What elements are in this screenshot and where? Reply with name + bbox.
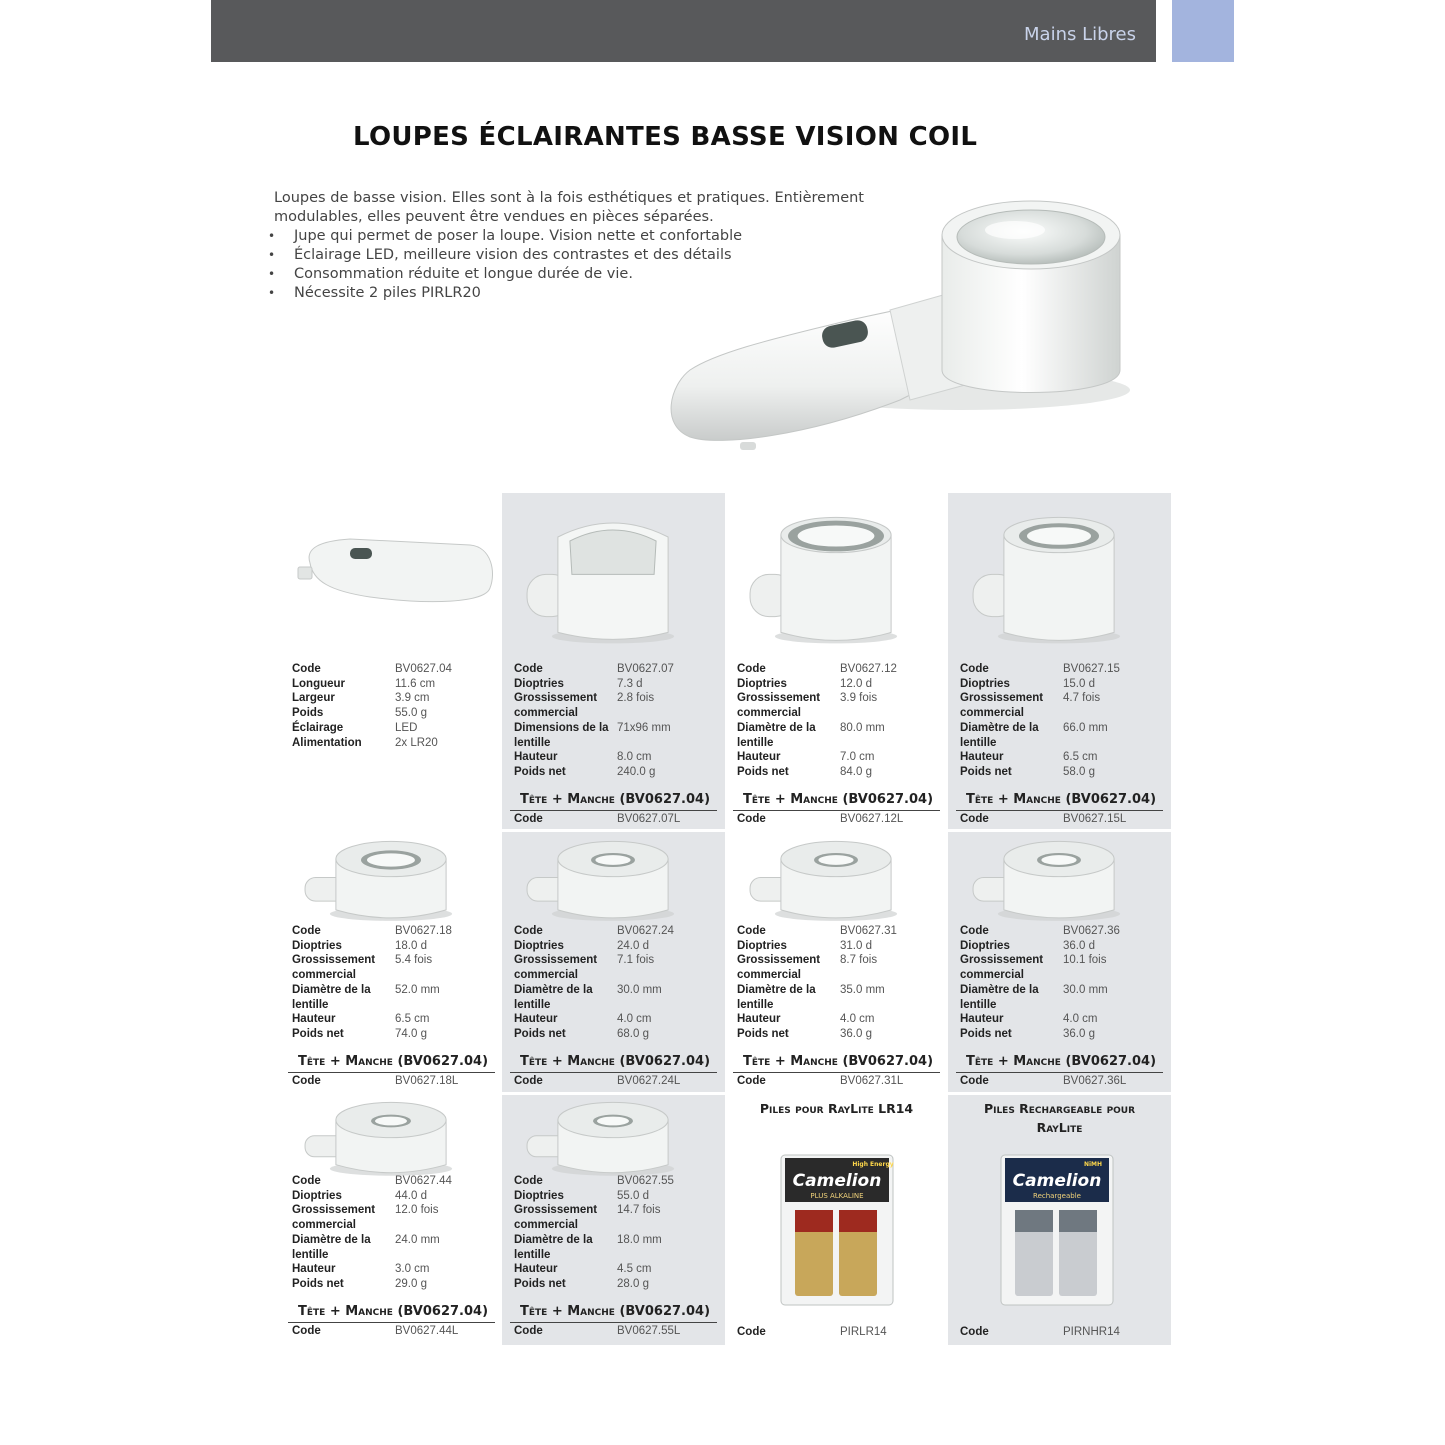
feature-item: • Jupe qui permet de poser la loupe. Vision nette et confortable	[268, 228, 743, 244]
magnifier-head-image	[948, 493, 1171, 663]
spec-label: Poids net	[514, 1027, 566, 1040]
combo-code-value: BV0627.15L	[1063, 812, 1127, 825]
spec-label: Grossissement	[960, 692, 1044, 705]
spec-label: commercial	[960, 969, 1024, 982]
spec-label: Code	[514, 663, 543, 675]
combo-code-value: BV0627.44L	[395, 1324, 459, 1337]
combo-code-label: Code	[514, 812, 543, 825]
combo-divider	[733, 810, 940, 811]
battery-code-label: Code	[960, 1326, 989, 1338]
spec-value: 5.4 fois	[395, 954, 433, 967]
battery-code-label: Code	[737, 1326, 766, 1338]
spec-value: 24.0 d	[617, 939, 649, 952]
spec-label: commercial	[514, 707, 578, 720]
spec-label: Code	[737, 663, 766, 675]
spec-value: 36.0 d	[1063, 939, 1095, 952]
combo-code-value: BV0627.12L	[840, 812, 904, 825]
combo-title: Tête + Manche (BV0627.04)	[742, 791, 934, 807]
combo-divider	[288, 1322, 495, 1323]
spec-value: 30.0 mm	[1063, 983, 1108, 996]
spec-value: 4.0 cm	[840, 1013, 875, 1026]
spec-label: Dioptries	[960, 939, 1010, 952]
hero-magnifier-image	[650, 185, 1140, 465]
spec-label: Diamètre de la	[292, 1233, 371, 1246]
combo-code-label: Code	[514, 1074, 543, 1087]
combo-title: Tête + Manche (BV0627.04)	[519, 1303, 711, 1319]
spec-label: Code	[514, 925, 543, 937]
battery-code-value: PIRNHR14	[1063, 1326, 1120, 1338]
spec-label: commercial	[514, 969, 578, 982]
spec-label: Éclairage	[292, 721, 344, 734]
spec-label: lentille	[292, 998, 329, 1011]
combo-code-value: BV0627.07L	[617, 812, 681, 825]
spec-label: Poids net	[514, 765, 566, 778]
spec-label: commercial	[960, 707, 1024, 720]
spec-label: commercial	[292, 969, 356, 982]
spec-label: Grossissement	[514, 1204, 598, 1217]
combo-code-value: BV0627.24L	[617, 1074, 681, 1087]
spec-value: 52.0 mm	[395, 983, 440, 996]
spec-label: Code	[292, 663, 321, 675]
combo-code-label: Code	[292, 1074, 321, 1087]
spec-label: Diamètre de la	[292, 983, 371, 996]
spec-value: 35.0 mm	[840, 983, 885, 996]
spec-label: commercial	[737, 707, 801, 720]
spec-label: lentille	[960, 736, 997, 749]
spec-label: Code	[292, 1175, 321, 1187]
battery-title-line: Piles pour RayLite LR14	[759, 1101, 914, 1116]
combo-divider	[510, 1322, 717, 1323]
spec-value: 6.5 cm	[1063, 751, 1098, 764]
spec-label: Hauteur	[960, 751, 1004, 764]
spec-value: 4.5 cm	[617, 1263, 652, 1276]
spec-value: 80.0 mm	[840, 721, 885, 734]
spec-value: 7.1 fois	[617, 954, 655, 967]
spec-label: Hauteur	[514, 751, 558, 764]
spec-label: Grossissement	[737, 692, 821, 705]
battery-title	[725, 1099, 948, 1118]
spec-label: lentille	[960, 998, 997, 1011]
spec-value: 4.0 cm	[617, 1013, 652, 1026]
battery-pack-image	[993, 1152, 1121, 1308]
spec-label: Diamètre de la	[960, 721, 1039, 734]
spec-label: Dioptries	[292, 939, 342, 952]
combo-title: Tête + Manche (BV0627.04)	[297, 1053, 489, 1069]
spec-label: Grossissement	[514, 692, 598, 705]
battery-cell	[725, 1095, 948, 1345]
combo-code-value: BV0627.18L	[395, 1074, 459, 1087]
spec-value: 31.0 d	[840, 939, 872, 952]
magnifier-head-image	[725, 832, 948, 927]
spec-value: 55.0 g	[395, 707, 427, 720]
combo-code-label: Code	[292, 1324, 321, 1337]
magnifier-head-image	[502, 1095, 725, 1180]
spec-label: Poids net	[960, 765, 1012, 778]
spec-value: 2x LR20	[395, 736, 438, 749]
spec-value: 3.9 cm	[395, 692, 430, 705]
combo-divider	[733, 1072, 940, 1073]
spec-label: Hauteur	[514, 1263, 558, 1276]
spec-value: 18.0 mm	[617, 1233, 662, 1246]
spec-value: 15.0 d	[1063, 677, 1095, 690]
spec-value: BV0627.55	[617, 1175, 674, 1187]
combo-divider	[510, 810, 717, 811]
spec-value: 28.0 g	[617, 1277, 649, 1290]
combo-divider	[956, 1072, 1163, 1073]
spec-label: Code	[292, 925, 321, 937]
spec-value: 74.0 g	[395, 1027, 427, 1040]
battery-subtitle: Rechargeable	[1033, 1192, 1081, 1200]
spec-value: 8.7 fois	[840, 954, 878, 967]
spec-value: 12.0 d	[840, 677, 872, 690]
magnifier-head-image	[280, 1095, 503, 1180]
spec-label: Dioptries	[514, 677, 564, 690]
combo-divider	[510, 1072, 717, 1073]
spec-value: BV0627.15	[1063, 663, 1120, 675]
combo-code-value: BV0627.31L	[840, 1074, 904, 1087]
battery-title-line: RayLite	[1036, 1120, 1083, 1135]
spec-label: Dioptries	[514, 939, 564, 952]
combo-code-label: Code	[960, 1074, 989, 1087]
spec-value: BV0627.18	[395, 925, 452, 937]
spec-label: Poids net	[737, 1027, 789, 1040]
spec-value: BV0627.12	[840, 663, 897, 675]
battery-subtitle: PLUS ALKALINE	[810, 1192, 864, 1200]
spec-value: LED	[395, 721, 418, 734]
spec-label: Diamètre de la	[514, 983, 593, 996]
battery-flash: High Energy	[852, 1161, 894, 1168]
spec-value: 7.0 cm	[840, 751, 875, 764]
spec-label: lentille	[737, 736, 774, 749]
spec-value: 3.0 cm	[395, 1263, 430, 1276]
spec-label: commercial	[514, 1219, 578, 1232]
spec-value: 84.0 g	[840, 765, 872, 778]
spec-label: Poids net	[292, 1027, 344, 1040]
product-cell	[280, 493, 503, 829]
section-label: Mains Libres	[1024, 24, 1136, 45]
battery-title	[948, 1099, 1171, 1137]
spec-label: Grossissement	[960, 954, 1044, 967]
spec-label: lentille	[514, 1248, 551, 1261]
handle-image	[280, 493, 503, 663]
spec-label: Diamètre de la	[514, 1233, 593, 1246]
spec-label: Hauteur	[292, 1013, 336, 1026]
spec-value: 36.0 g	[1063, 1027, 1095, 1040]
combo-code-label: Code	[737, 812, 766, 825]
combo-code-label: Code	[737, 1074, 766, 1087]
spec-value: 24.0 mm	[395, 1233, 440, 1246]
combo-title: Tête + Manche (BV0627.04)	[519, 1053, 711, 1069]
combo-code-value: BV0627.55L	[617, 1324, 681, 1337]
spec-label: Dioptries	[737, 677, 787, 690]
magnifier-head-image	[502, 832, 725, 927]
combo-title: Tête + Manche (BV0627.04)	[742, 1053, 934, 1069]
spec-value: 10.1 fois	[1063, 954, 1107, 967]
combo-title: Tête + Manche (BV0627.04)	[297, 1303, 489, 1319]
spec-value: 18.0 d	[395, 939, 427, 952]
spec-label: Diamètre de la	[960, 983, 1039, 996]
feature-item: • Consommation réduite et longue durée de vie.	[268, 266, 633, 282]
battery-title-line: Piles Rechargeable pour	[983, 1101, 1136, 1116]
combo-divider	[288, 1072, 495, 1073]
page-title: LOUPES ÉCLAIRANTES BASSE VISION COIL	[353, 122, 978, 152]
spec-value: 14.7 fois	[617, 1204, 661, 1217]
feature-item: • Nécessite 2 piles PIRLR20	[268, 285, 481, 301]
product-cell	[725, 493, 948, 829]
combo-title: Tête + Manche (BV0627.04)	[965, 1053, 1157, 1069]
spec-label: Poids net	[960, 1027, 1012, 1040]
product-cell	[502, 1095, 725, 1345]
spec-label: Grossissement	[514, 954, 598, 967]
spec-value: BV0627.31	[840, 925, 897, 937]
spec-value: 58.0 g	[1063, 765, 1095, 778]
battery-pack-image	[773, 1152, 901, 1308]
magnifier-head-image	[502, 493, 725, 663]
spec-label: Grossissement	[292, 954, 376, 967]
product-cell	[280, 832, 503, 1092]
combo-code-label: Code	[960, 812, 989, 825]
spec-value: 4.0 cm	[1063, 1013, 1098, 1026]
spec-label: lentille	[292, 1248, 329, 1261]
spec-value: 2.8 fois	[617, 692, 655, 705]
product-cell	[502, 832, 725, 1092]
battery-code-value: PIRLR14	[840, 1326, 887, 1338]
spec-label: Longueur	[292, 677, 346, 690]
spec-value: 7.3 d	[617, 677, 643, 690]
magnifier-head-image	[948, 832, 1171, 927]
spec-value: BV0627.44	[395, 1175, 452, 1187]
spec-value: 12.0 fois	[395, 1204, 439, 1217]
spec-label: Hauteur	[514, 1013, 558, 1026]
spec-label: Hauteur	[737, 1013, 781, 1026]
magnifier-head-image	[280, 832, 503, 927]
spec-label: Code	[737, 925, 766, 937]
spec-value: BV0627.24	[617, 925, 674, 937]
combo-title: Tête + Manche (BV0627.04)	[519, 791, 711, 807]
spec-value: 36.0 g	[840, 1027, 872, 1040]
product-cell	[502, 493, 725, 829]
spec-value: 66.0 mm	[1063, 721, 1108, 734]
spec-label: Poids net	[292, 1277, 344, 1290]
spec-label: Dimensions de la	[514, 721, 609, 734]
spec-value: 68.0 g	[617, 1027, 649, 1040]
product-cell	[280, 1095, 503, 1345]
spec-label: Code	[960, 663, 989, 675]
spec-value: 240.0 g	[617, 765, 656, 778]
combo-title: Tête + Manche (BV0627.04)	[965, 791, 1157, 807]
spec-value: 6.5 cm	[395, 1013, 430, 1026]
spec-label: Poids net	[514, 1277, 566, 1290]
spec-label: Code	[514, 1175, 543, 1187]
spec-label: Diamètre de la	[737, 983, 816, 996]
combo-code-value: BV0627.36L	[1063, 1074, 1127, 1087]
spec-label: lentille	[737, 998, 774, 1011]
product-cell	[948, 832, 1171, 1092]
spec-label: commercial	[737, 969, 801, 982]
spec-label: Diamètre de la	[737, 721, 816, 734]
battery-cell	[948, 1095, 1171, 1345]
battery-brand: Camelion	[1012, 1171, 1102, 1191]
spec-value: 3.9 fois	[840, 692, 878, 705]
spec-value: BV0627.36	[1063, 925, 1120, 937]
spec-value: 71x96 mm	[617, 721, 671, 734]
spec-value: BV0627.07	[617, 663, 674, 675]
spec-label: lentille	[514, 736, 551, 749]
spec-label: Poids	[292, 707, 324, 720]
spec-label: Hauteur	[960, 1013, 1004, 1026]
spec-value: 8.0 cm	[617, 751, 652, 764]
product-cell	[948, 493, 1171, 829]
spec-label: Poids net	[737, 765, 789, 778]
battery-brand: Camelion	[792, 1171, 882, 1191]
spec-label: Hauteur	[292, 1263, 336, 1276]
combo-divider	[956, 810, 1163, 811]
spec-label: Dioptries	[737, 939, 787, 952]
spec-value: 44.0 d	[395, 1189, 427, 1202]
spec-label: Largeur	[292, 692, 335, 705]
combo-code-label: Code	[514, 1324, 543, 1337]
header-bar	[211, 0, 1156, 62]
spec-label: Hauteur	[737, 751, 781, 764]
header-accent-block	[1172, 0, 1234, 62]
magnifier-head-image	[725, 493, 948, 663]
battery-flash: NiMH	[1083, 1161, 1103, 1168]
spec-label: Alimentation	[292, 736, 362, 749]
spec-label: Dioptries	[292, 1189, 342, 1202]
spec-label: Code	[960, 925, 989, 937]
spec-value: 30.0 mm	[617, 983, 662, 996]
spec-label: Grossissement	[737, 954, 821, 967]
spec-label: commercial	[292, 1219, 356, 1232]
spec-label: Dioptries	[514, 1189, 564, 1202]
feature-item: • Éclairage LED, meilleure vision des contrastes et des détails	[268, 247, 732, 263]
spec-label: lentille	[514, 998, 551, 1011]
spec-value: 55.0 d	[617, 1189, 649, 1202]
spec-value: 11.6 cm	[395, 677, 436, 690]
spec-label: Grossissement	[292, 1204, 376, 1217]
spec-label: Dioptries	[960, 677, 1010, 690]
product-cell	[725, 832, 948, 1092]
spec-value: 4.7 fois	[1063, 692, 1101, 705]
spec-value: 29.0 g	[395, 1277, 427, 1290]
intro-paragraph: Loupes de basse vision. Elles sont à la fois esthétiques et pratiques. Entièrement modulables, elles peuvent être vendues en pièces séparées.	[274, 190, 864, 225]
spec-value: BV0627.04	[395, 663, 452, 675]
